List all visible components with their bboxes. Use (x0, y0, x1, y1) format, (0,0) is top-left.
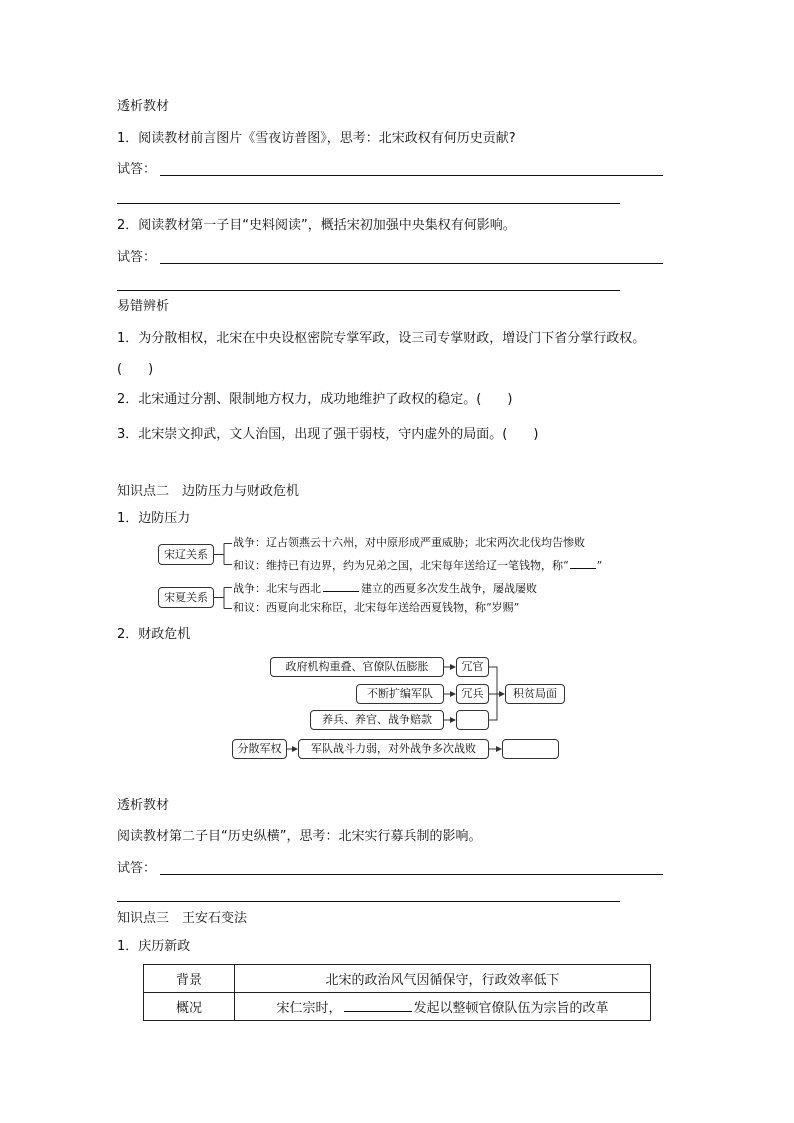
answer-label: 试答： (117, 250, 157, 265)
song-liao-war: 战争：辽占领燕云十六州，对中原形成严重威胁；北宋两次北伐均告惨败 (233, 536, 585, 549)
box-weak-army: 军队战斗力弱，对外战争多次战败 (298, 739, 489, 759)
box-bureaucracy-expansion: 政府机构重叠、官僚队伍膨胀 (270, 657, 444, 677)
song-liao-peace: 和议：维持已有边界，约为兄弟之国，北宋每年送给辽一笔钱物，称“ ” (233, 559, 603, 572)
answer-label: 试答： (117, 162, 157, 177)
table-cell-content: 北宋的政治风气因循保守，行政效率低下 (235, 965, 651, 993)
knowledge-point-3-title: 知识点三 王安石变法 (117, 911, 248, 926)
blank-reformer[interactable] (344, 999, 412, 1012)
question-2: 2．阅读教材第一子目“史料阅读”，概括宋初加强中央集权有何影响。 (117, 218, 516, 233)
section-heading-errors: 易错辨析 (117, 299, 170, 314)
box-disperse-military: 分散军权 (232, 739, 287, 759)
table-cell-label: 背景 (144, 965, 235, 993)
song-xia-peace: 和议：西夏向北宋称臣，北宋每年送给西夏钱物，称“岁赐” (233, 601, 520, 614)
answer-line[interactable] (160, 874, 663, 875)
section-heading-study: 透析教材 (117, 99, 170, 114)
song-xia-war: 战争：北宋与西北 建立的西夏多次发生战争，屡战屡败 (233, 582, 537, 595)
box-war-costs: 养兵、养官、战争赔款 (310, 710, 444, 730)
qingli-reform-table (143, 964, 651, 1021)
table-row (144, 993, 651, 1021)
section-heading-study-2: 透析教材 (117, 798, 170, 813)
answer-label: 试答： (117, 861, 157, 876)
answer-line[interactable] (117, 901, 620, 902)
box-redundant-officials: 冗官 (456, 657, 489, 677)
song-liao-box: 宋辽关系 (158, 544, 214, 565)
subheading-qingli-reform: 1．庆历新政 (117, 939, 191, 954)
question-1: 1．阅读教材前言图片《雪夜访普图》，思考：北宋政权有何历史贡献? (117, 131, 516, 146)
box-army-expansion: 不断扩编军队 (356, 684, 444, 704)
subheading-border-pressure: 1．边防压力 (117, 511, 191, 526)
error-item-1: 1．为分散相权，北宋在中央设枢密院专掌军政，设三司专掌财政，增设门下省分掌行政权。 (117, 331, 646, 346)
song-xia-box: 宋夏关系 (158, 587, 214, 608)
subheading-fiscal-crisis: 2．财政危机 (117, 627, 191, 642)
knowledge-point-2-title: 知识点二 边防压力与财政危机 (117, 484, 300, 499)
box-poverty-result: 积贫局面 (505, 684, 565, 704)
question-recruitment: 阅读教材第二子目“历史纵横”，思考：北宋实行募兵制的影响。 (117, 829, 482, 844)
error-item-2: 2．北宋通过分割、限制地方权力，成功地维护了政权的稳定。( ) (117, 392, 513, 407)
table-cell-content: 宋仁宗时， 发起以整顿官僚队伍为宗旨的改革 (235, 993, 651, 1021)
table-cell-label: 概况 (144, 993, 235, 1021)
table-row (144, 965, 651, 993)
box-redundant-soldiers: 冗兵 (456, 684, 489, 704)
error-item-1-bracket[interactable]: ( ) (117, 362, 154, 377)
error-item-3: 3．北宋崇文抑武，文人治国，出现了强干弱枝，守内虚外的局面。( ) (117, 427, 539, 442)
